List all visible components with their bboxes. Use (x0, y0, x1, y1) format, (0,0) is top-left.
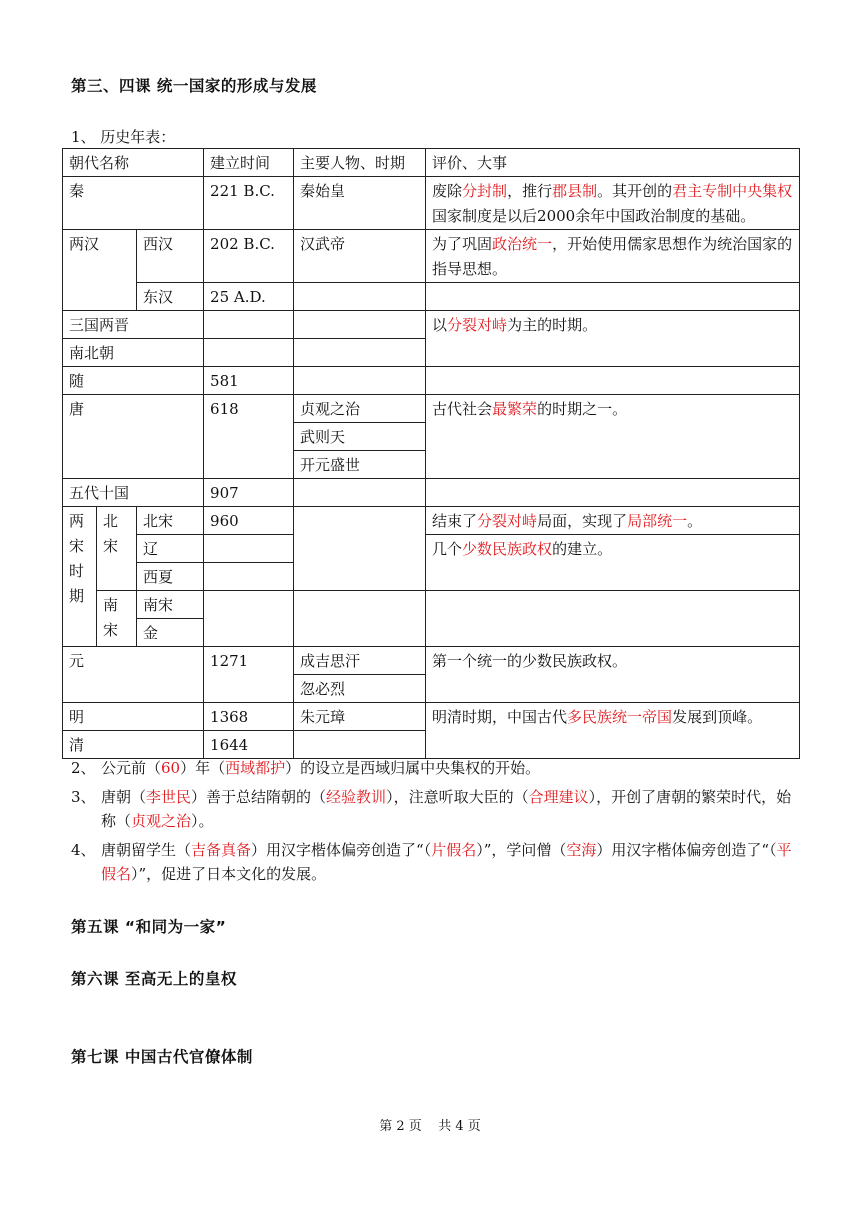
highlight: 局部统一 (627, 512, 688, 530)
empty-cell (204, 311, 294, 339)
text: ）年（ (180, 759, 226, 777)
highlight: 最繁荣 (492, 400, 538, 418)
table-row-ming (63, 703, 800, 731)
subdynasty-cell: 西夏 (137, 563, 204, 591)
subdynasty-cell: 东汉 (137, 283, 204, 311)
empty-cell (294, 479, 426, 507)
highlight: 君主专制中央集权 (672, 182, 793, 200)
year-cell: 1271 (204, 647, 294, 703)
table-row-yuan (63, 647, 800, 675)
list-item (71, 838, 799, 886)
person-cell: 朱元璋 (294, 703, 426, 731)
table-row-liao (63, 535, 800, 563)
header-evaluation: 评价、大事 (426, 149, 800, 177)
person-cell: 成吉思汗 (294, 647, 426, 675)
subdynasty-cell: 南宋 (137, 591, 204, 619)
highlight: 分封制 (462, 182, 508, 200)
highlight: 郡县制 (552, 182, 598, 200)
text: 的建立。 (552, 540, 613, 558)
char: 期 (69, 587, 85, 605)
empty-cell (204, 591, 294, 647)
text: ，开始使用儒家思想作为统治国家的指导思想。 (432, 235, 793, 278)
dynasty-cell: 两汉 (63, 230, 137, 311)
lesson-5-title: 第五课 “和同为一家” (71, 918, 227, 936)
section-1-intro: 1、 历史年表： (71, 128, 176, 146)
empty-cell (294, 339, 426, 367)
person-cell: 开元盛世 (294, 451, 426, 479)
person-cell: 武则天 (294, 423, 426, 451)
text: ）”，促进了日本文化的发展。 (131, 865, 327, 883)
header-year: 建立时间 (204, 149, 294, 177)
evaluation-cell (426, 311, 800, 367)
subdynasty-cell: 金 (137, 619, 204, 647)
dynasty-cell: 元 (63, 647, 204, 703)
highlight: 多民族统一帝国 (567, 708, 673, 726)
page-footer: 第 2 页 共 4 页 (379, 1119, 481, 1134)
person-cell: 秦始皇 (294, 177, 426, 230)
text: ）善于总结隋朝的（ (191, 788, 327, 806)
text: 明清时期，中国古代 (432, 708, 568, 726)
item-number: 2、 (71, 759, 96, 777)
subdynasty-cell: 北宋 (137, 507, 204, 535)
year-cell: 618 (204, 395, 294, 479)
text: 公元前（ (101, 759, 162, 777)
text: 。其开创的 (597, 182, 673, 200)
item-number: 3、 (71, 788, 96, 806)
highlight: 片假名 (431, 841, 477, 859)
empty-cell (294, 507, 426, 591)
year-cell: 1644 (204, 731, 294, 759)
evaluation-cell (426, 177, 800, 230)
empty-cell (204, 563, 294, 591)
lesson-7-title: 第七课 中国古代官僚体制 (71, 1048, 253, 1066)
highlight: 空海 (566, 841, 597, 859)
table-row-qin (63, 177, 800, 230)
char: 时 (69, 562, 85, 580)
char: 宋 (103, 621, 119, 639)
evaluation-cell: 第一个统一的少数民族政权。 (426, 647, 800, 703)
person-cell: 汉武帝 (294, 230, 426, 283)
empty-cell (426, 479, 800, 507)
evaluation-cell (426, 535, 800, 591)
year-cell: 1368 (204, 703, 294, 731)
highlight: 吉备真备 (191, 841, 252, 859)
table-row-donghan (63, 283, 800, 311)
year-cell: 202 B.C. (204, 230, 294, 283)
table-row-tang (63, 395, 800, 423)
text: 古代社会 (432, 400, 493, 418)
text: ），开创了唐朝的繁荣时代，始称（ (101, 788, 792, 830)
text: ）。 (191, 812, 214, 830)
text: 为主的时期。 (507, 316, 598, 334)
dynasty-cell: 秦 (63, 177, 204, 230)
highlight: 合理建议 (528, 788, 589, 806)
south-song-cell (97, 591, 137, 647)
table-header-row (63, 149, 800, 177)
char: 北 (103, 512, 119, 530)
empty-cell (204, 339, 294, 367)
text: 以 (432, 316, 448, 334)
char: 南 (103, 596, 119, 614)
evaluation-cell (426, 703, 800, 759)
empty-cell (426, 367, 800, 395)
highlight: 分裂对峙 (447, 316, 508, 334)
evaluation-cell (426, 230, 800, 283)
highlight: 少数民族政权 (462, 540, 553, 558)
highlight: 政治统一 (492, 235, 553, 253)
highlight: 经验教训 (326, 788, 387, 806)
text: 发展到顶峰。 (672, 708, 763, 726)
char: 宋 (103, 537, 119, 555)
highlight: 西域都护 (225, 759, 286, 777)
highlight: 贞观之治 (131, 812, 192, 830)
text: ）”，学问僧（ (476, 841, 567, 859)
dynasty-cell: 清 (63, 731, 204, 759)
person-cell: 贞观之治 (294, 395, 426, 423)
history-timeline-table (62, 148, 800, 759)
text: 局面，实现了 (537, 512, 628, 530)
subdynasty-cell: 西汉 (137, 230, 204, 283)
list-item (71, 785, 799, 833)
empty-cell (294, 731, 426, 759)
text: 的时期之一。 (537, 400, 628, 418)
dynasty-cell: 随 (63, 367, 204, 395)
text: 。 (687, 512, 703, 530)
header-person: 主要人物、时期 (294, 149, 426, 177)
table-row-beisong (63, 507, 800, 535)
empty-cell (426, 591, 800, 647)
lesson-6-title: 第六课 至高无上的皇权 (71, 970, 237, 988)
text: 结束了 (432, 512, 478, 530)
lesson-3-4-title: 第三、四课 统一国家的形成与发展 (71, 77, 317, 95)
table-row-wudai (63, 479, 800, 507)
person-cell: 忽必烈 (294, 675, 426, 703)
highlight: 李世民 (146, 788, 192, 806)
empty-cell (294, 367, 426, 395)
empty-cell (294, 311, 426, 339)
text: ）的设立是西域归属中央集权的开始。 (285, 759, 541, 777)
header-dynasty: 朝代名称 (63, 149, 204, 177)
table-row-nansong (63, 591, 800, 619)
highlight: 60 (161, 759, 181, 777)
text: ，推行 (507, 182, 553, 200)
numbered-items (71, 756, 799, 891)
text: ），注意听取大臣的（ (386, 788, 529, 806)
text: 废除 (432, 182, 463, 200)
item-number: 4、 (71, 841, 96, 859)
empty-cell (204, 535, 294, 563)
highlight: 分裂对峙 (477, 512, 538, 530)
year-cell: 221 B.C. (204, 177, 294, 230)
char: 宋 (69, 537, 85, 555)
evaluation-cell (426, 395, 800, 479)
dynasty-cell: 五代十国 (63, 479, 204, 507)
text: 为了巩固 (432, 235, 493, 253)
dynasty-cell: 南北朝 (63, 339, 204, 367)
char: 两 (69, 512, 85, 530)
dynasty-cell: 三国两晋 (63, 311, 204, 339)
year-cell: 960 (204, 507, 294, 535)
empty-cell (426, 283, 800, 311)
text: 几个 (432, 540, 463, 558)
dynasty-cell: 明 (63, 703, 204, 731)
text: 唐朝（ (101, 788, 147, 806)
year-cell: 907 (204, 479, 294, 507)
text: ）用汉字楷体偏旁创造了“（ (596, 841, 777, 859)
evaluation-cell (426, 507, 800, 535)
song-period-cell (63, 507, 97, 647)
text: ）用汉字楷体偏旁创造了“（ (251, 841, 432, 859)
table-row-xihan (63, 230, 800, 283)
year-cell: 581 (204, 367, 294, 395)
year-cell: 25 A.D. (204, 283, 294, 311)
text: 唐朝留学生（ (101, 841, 192, 859)
empty-cell (294, 283, 426, 311)
north-song-cell (97, 507, 137, 591)
text: 国家制度是以后2000余年中国政治制度的基础。 (432, 207, 756, 225)
list-item (71, 756, 799, 780)
table-row-sui (63, 367, 800, 395)
table-row-three-kingdoms (63, 311, 800, 339)
dynasty-cell: 唐 (63, 395, 204, 479)
empty-cell (294, 591, 426, 647)
subdynasty-cell: 辽 (137, 535, 204, 563)
highlight: 平假名 (101, 841, 792, 883)
